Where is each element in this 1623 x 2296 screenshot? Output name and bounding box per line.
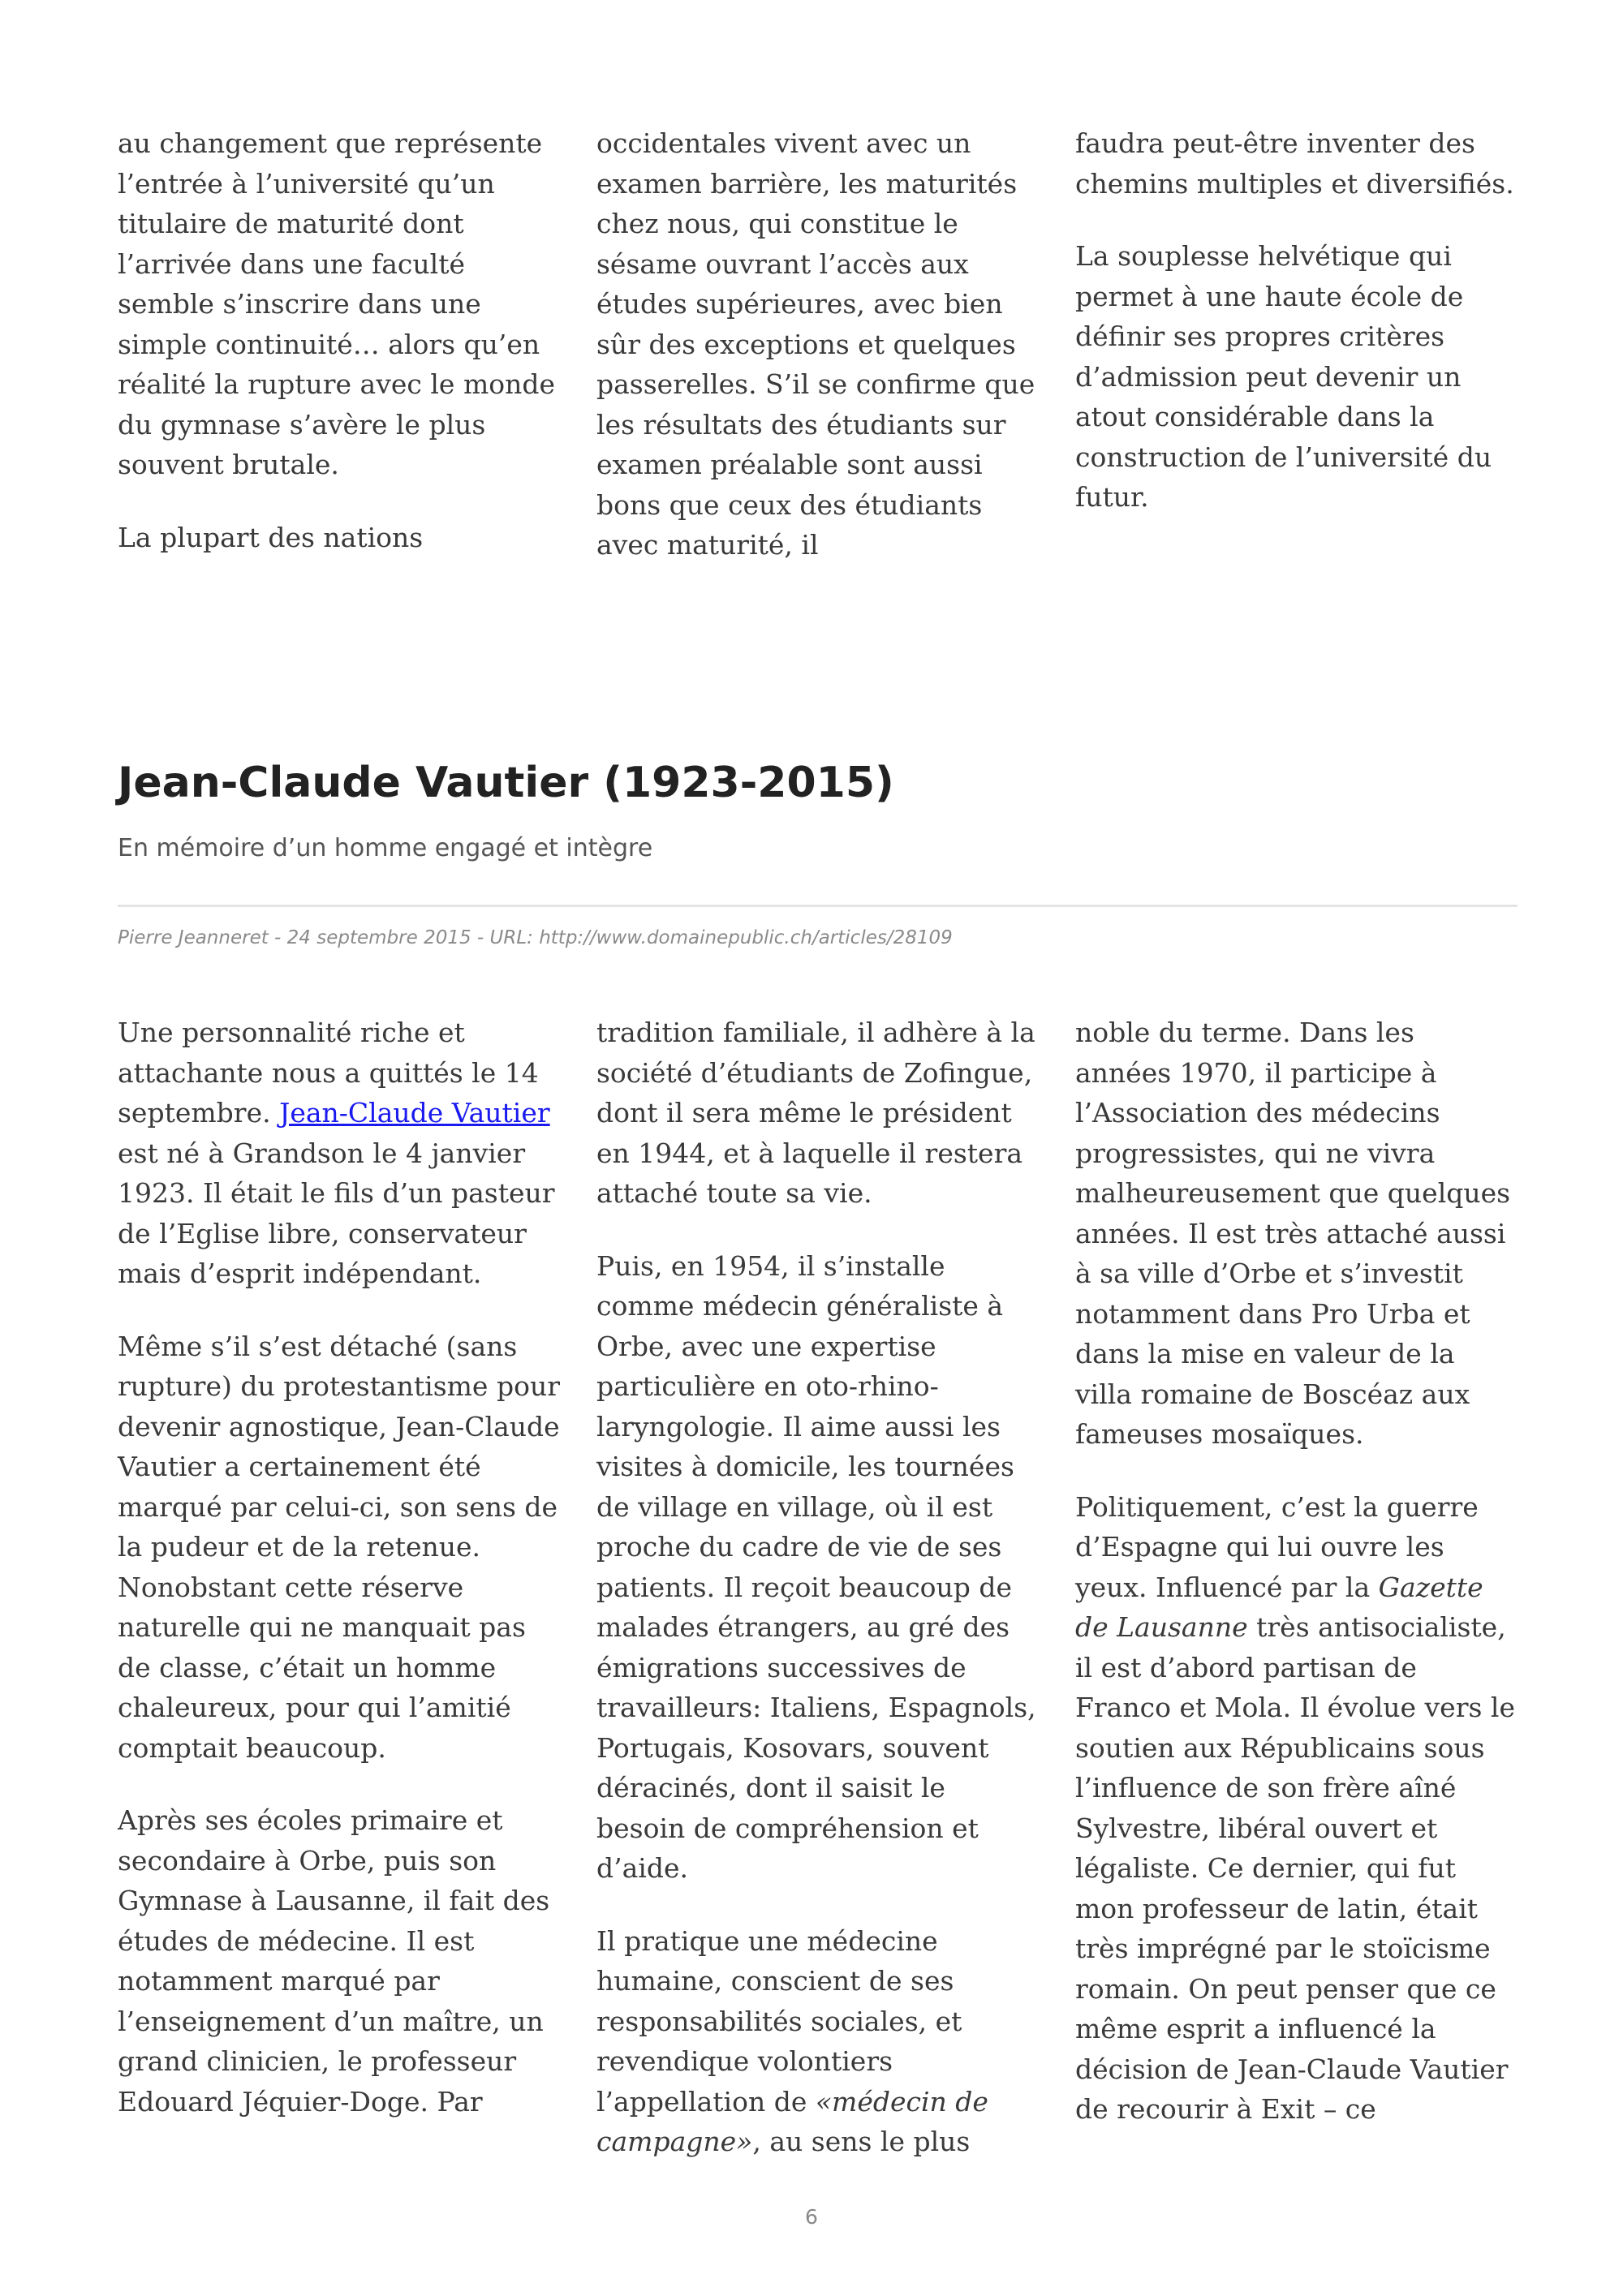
text-span: , au sens le plus xyxy=(752,2126,971,2157)
article-body xyxy=(118,1013,1518,2162)
text-span: est né à Grandson le 4 janvier 1923. Il était le fils d’un pasteur de l’Eglise libre, conservateur mais d’esprit indépendant. xyxy=(118,1137,555,1289)
paragraph xyxy=(118,1013,560,1294)
paragraph: faudra peut-être inventer des chemins multiples et diversifiés. xyxy=(1075,127,1514,200)
paragraph: tradition familiale, il adhère à la société d’étudiants de Zofingue, dont il sera même le président en 1944, et à laquelle il restera attaché toute sa vie. xyxy=(596,1017,1035,1209)
continued-article-columns xyxy=(118,123,1518,565)
text-span: très antisocialiste, il est d’abord partisan de Franco et Mola. Il évolue vers le soutien aux Républicains sous l’influence de son frère aîné Sylvestre, libéral ouvert et légaliste. Ce dernier, qui fut mon professeur de latin, était très imprégné par le stoïcisme romain. On peut penser que ce même esprit a influencé la décision de Jean-Claude Vautier de recourir à Exit – ce xyxy=(1075,1611,1515,2125)
paragraph: Puis, en 1954, il s’installe comme médecin généraliste à Orbe, avec une expertise particulière en oto-rhino-laryngologie. Il aime aussi les visites à domicile, les tournées de village en village, où il est proche du cadre de vie de ses patients. Il reçoit beaucoup de malades étrangers, au gré des émigrations successives de travailleurs: Italiens, Espagnols, Portugais, Kosovars, souvent déracinés, dont il saisit le besoin de compréhension et d’aide. xyxy=(596,1249,1036,1884)
paragraph: au changement que représente l’entrée à l’université qu’un titulaire de maturité dont l’arrivée dans une faculté semble s’inscrire dans une simple continuité… alors qu’en réalité la rupture avec le monde du gymnase s’avère le plus souvent brutale. xyxy=(118,127,556,480)
paragraph: Après ses écoles primaire et secondaire à Orbe, puis son Gymnase à Lausanne, il fait des études de médecine. Il est notamment marqué par l’enseignement d’un maître, un grand clinicien, le professeur Edouard Jéquier-Doge. Par xyxy=(118,1804,550,2118)
article-column-1 xyxy=(118,1013,560,2162)
article-column-2 xyxy=(596,1013,1039,2162)
paragraph: noble du terme. Dans les années 1970, il participe à l’Association des médecins progressistes, qui ne vivra malheureusement que quelques années. Il est très attaché aussi à sa ville d’Orbe et s’investit notamment dans Pro Urba et dans la mise en valeur de la villa romaine de Boscéaz aux fameuses mosaïques. xyxy=(1075,1017,1511,1450)
text-span: Une personnalité riche et attachante nous a quittés le 14 septembre. xyxy=(118,1017,539,1129)
text-column-1 xyxy=(118,123,560,565)
italic-quote: «médecin de campagne» xyxy=(596,2085,988,2157)
text-span: Il pratique une médecine humaine, conscient de ses responsabilités sociales, et revendique volontiers l’appellation de xyxy=(596,1924,962,2118)
person-link[interactable]: Jean-Claude Vautier xyxy=(279,1097,550,1129)
article-title: Jean-Claude Vautier (1923-2015) xyxy=(118,759,894,807)
paragraph xyxy=(1075,1487,1518,2130)
article-meta: Pierre Jeanneret - 24 septembre 2015 - URL: http://www.domainepublic.ch/articles/28109 xyxy=(118,927,953,948)
text-span: Politiquement, c’est la guerre d’Espagne qui lui ouvre les yeux. Influencé par la xyxy=(1075,1490,1479,1603)
paragraph: Même s’il s’est détaché (sans rupture) du protestantisme pour devenir agnostique, Jean-Claude Vautier a certainement été marqué par celui-ci, son sens de la pudeur et de la retenue. Nonobstant cette réserve naturelle qui ne manquait pas de classe, c’était un homme chaleureux, pour qui l’amitié comptait beaucoup. xyxy=(118,1330,560,1764)
paragraph: La plupart des nations xyxy=(118,521,424,553)
paragraph: La souplesse helvétique qui permet à une haute école de définir ses propres critères d’admission peut devenir un atout considérable dans la construction de l’université du futur. xyxy=(1075,240,1492,513)
text-column-3 xyxy=(1075,123,1518,565)
italic-title: Gazette de Lausanne xyxy=(1075,1571,1483,1643)
article-column-3 xyxy=(1075,1013,1518,2162)
paragraph xyxy=(596,1921,1039,2162)
header-divider xyxy=(118,905,1518,907)
paragraph: occidentales vivent avec un examen barrière, les maturités chez nous, qui constitue le sésame ouvrant l’accès aux études supérieures, avec bien sûr des exceptions et quelques passerelles. S’il se confirme que les résultats des étudiants sur examen préalable sont aussi bons que ceux des étudiants avec maturité, il xyxy=(596,127,1035,561)
page-number: 6 xyxy=(805,2205,818,2229)
article-subtitle: En mémoire d’un homme engagé et intègre xyxy=(118,834,653,862)
text-column-2 xyxy=(596,123,1039,565)
